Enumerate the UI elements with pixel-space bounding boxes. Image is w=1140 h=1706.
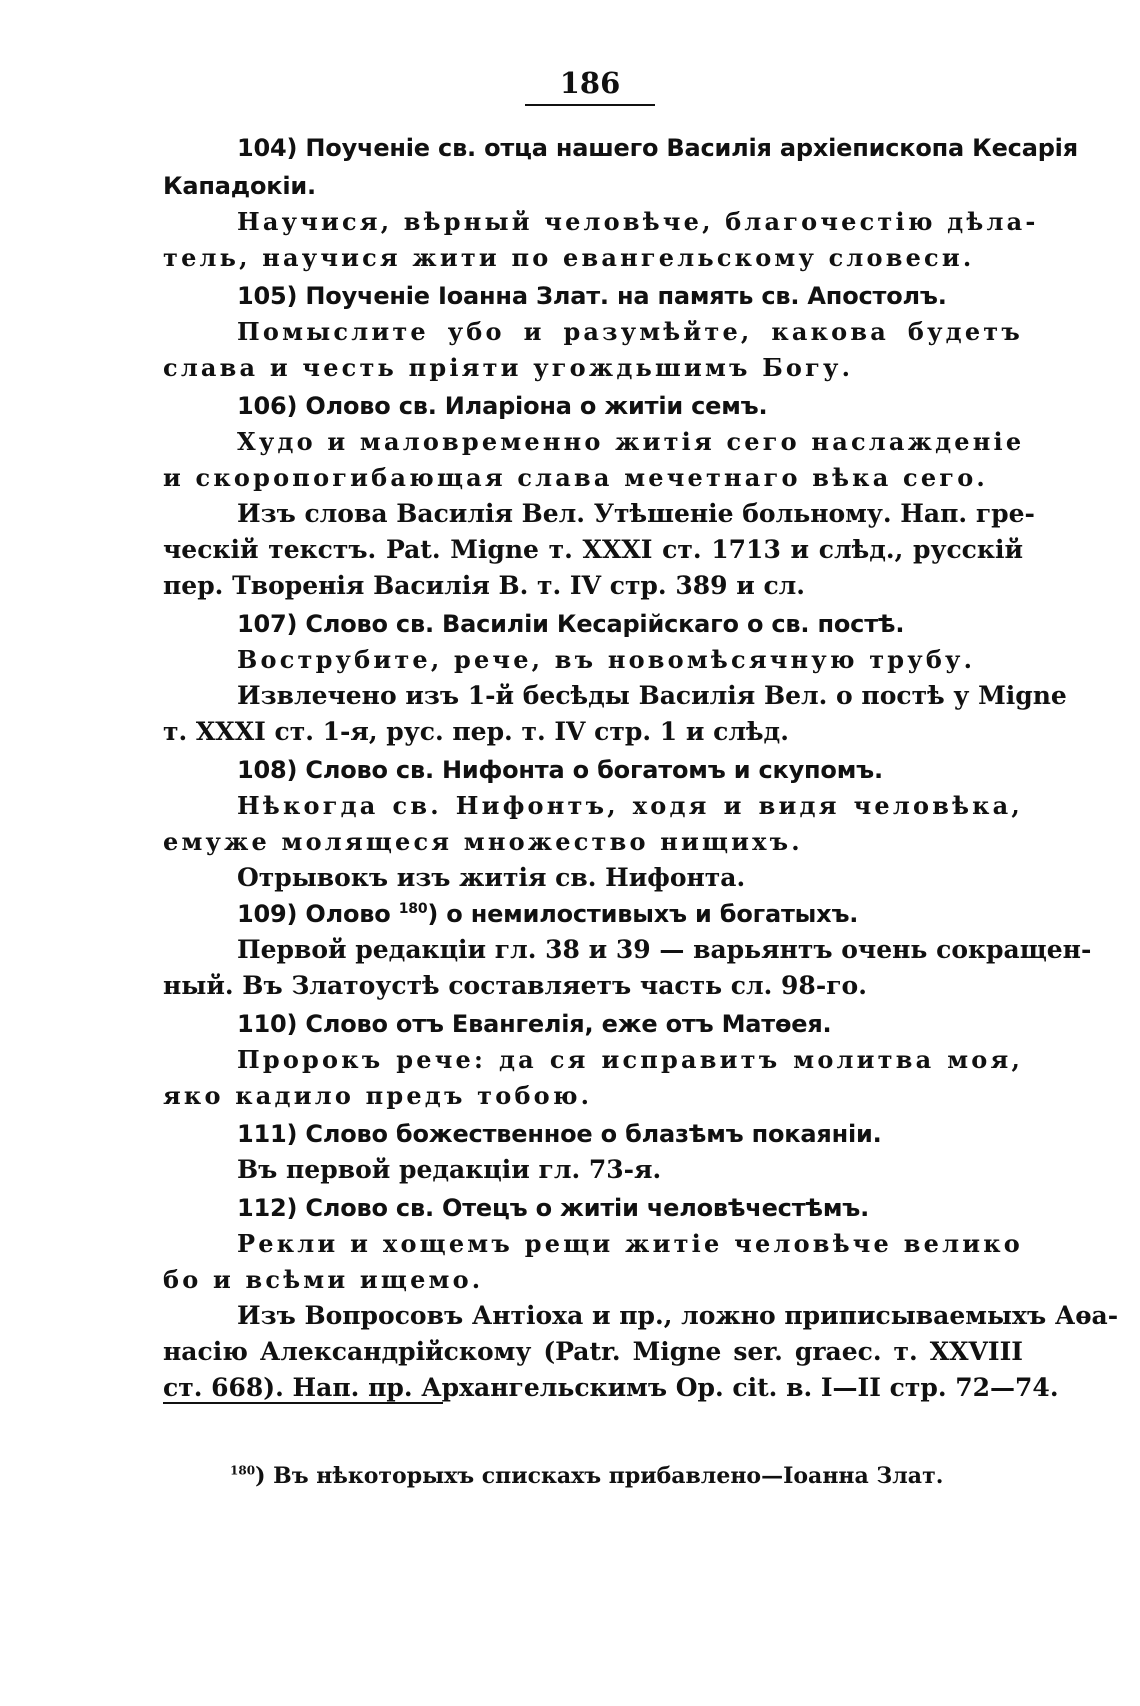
church-slavonic-incipit: Нѣкогда св. Нифонтъ, ходя и видя человѣка, bbox=[237, 791, 1023, 820]
text-block-upper bbox=[163, 130, 1078, 896]
commentary-line: ст. 668). Нап. пр. Архангельскимъ Op. cit. в. I—II стр. 72—74. bbox=[163, 1373, 1059, 1402]
commentary-line: Отрывокъ изъ житія св. Нифонта. bbox=[237, 863, 746, 892]
entry-heading: Кападокіи. bbox=[163, 172, 316, 200]
footnote-reference: 180 bbox=[398, 901, 428, 917]
commentary-line: Первой редакціи гл. 38 и 39 — варьянтъ очень сокращен- bbox=[237, 935, 1092, 964]
footnote-number: 180 bbox=[230, 1463, 256, 1478]
entry-heading-109 bbox=[163, 896, 1023, 932]
church-slavonic-incipit: Худо и маловременно житія сего наслажденіе bbox=[237, 427, 1025, 456]
church-slavonic-incipit: тель, научися жити по евангельскому словеси. bbox=[163, 243, 975, 272]
footnote-separator bbox=[163, 1402, 443, 1404]
entry-heading: 111) Слово божественное о блазѣмъ покаяніи. bbox=[237, 1120, 882, 1148]
entry-heading: 110) Слово отъ Евангелія, еже отъ Матѳея. bbox=[237, 1010, 832, 1038]
entry-109-suffix: ) о немилостивыхъ и богатыхъ. bbox=[427, 900, 859, 928]
entry-heading: 104) Поученіе св. отца нашего Василія архіепископа Кесарія bbox=[237, 134, 1078, 162]
footnote bbox=[230, 1463, 943, 1489]
church-slavonic-incipit: бо и всѣми ищемо. bbox=[163, 1265, 484, 1294]
commentary-line: пер. Творенія Василія В. т. IV стр. 389 и сл. bbox=[163, 571, 806, 600]
commentary-line: Изъ Вопросовъ Антіоха и пр., ложно приписываемыхъ Аѳа- bbox=[237, 1301, 1119, 1330]
entry-heading: 105) Поученіе Іоанна Злат. на память св. Апостолъ. bbox=[237, 282, 947, 310]
entry-heading: 112) Слово св. Отецъ о житіи человѣчестѣмъ. bbox=[237, 1194, 870, 1222]
church-slavonic-incipit: слава и честь пріяти угождьшимъ Богу. bbox=[163, 353, 854, 382]
church-slavonic-incipit: Пророкъ рече: да ся исправитъ молитва моя, bbox=[237, 1045, 1023, 1074]
commentary-line: ный. Въ Златоустѣ составляетъ часть сл. 98-го. bbox=[163, 971, 867, 1000]
entry-heading: 107) Слово св. Василіи Кесарійскаго о св. постѣ. bbox=[237, 610, 905, 638]
church-slavonic-incipit: Помыслите убо и разумѣйте, какова будетъ bbox=[237, 317, 1023, 346]
page-body bbox=[163, 128, 1119, 1406]
church-slavonic-incipit: яко кадило предъ тобою. bbox=[163, 1081, 593, 1110]
entry-heading: 108) Слово св. Нифонта о богатомъ и скупомъ. bbox=[237, 756, 883, 784]
church-slavonic-incipit: емуже молящеся множество нищихъ. bbox=[163, 827, 803, 856]
church-slavonic-incipit: и скоропогибающая слава мечетнаго вѣка сего. bbox=[163, 463, 988, 492]
commentary-line: насію Александрійскому (Patr. Migne ser. graec. т. XXVIII bbox=[163, 1337, 1023, 1366]
church-slavonic-incipit: Вострубите, рече, въ новомѣсячную трубу. bbox=[237, 645, 976, 674]
commentary-line: т. XXXI ст. 1-я, рус. пер. т. IV стр. 1 и слѣд. bbox=[163, 717, 789, 746]
entry-109-prefix: 109) Олово bbox=[237, 900, 391, 928]
entry-heading: 106) Олово св. Иларіона о житіи семъ. bbox=[237, 392, 768, 420]
commentary-line: ческій текстъ. Pat. Migne т. XXXI ст. 1713 и слѣд., русскій bbox=[163, 535, 1023, 564]
church-slavonic-incipit: Научися, вѣрный человѣче, благочестію дѣла- bbox=[237, 207, 1039, 236]
church-slavonic-incipit: Рекли и хощемъ рещи житіе человѣче велико bbox=[237, 1229, 1023, 1258]
page-number: 186 bbox=[559, 66, 621, 100]
commentary-line: Извлечено изъ 1-й бесѣды Василія Вел. о постѣ у Migne bbox=[237, 681, 1067, 710]
commentary-line: Въ первой редакціи гл. 73-я. bbox=[237, 1155, 662, 1184]
footnote-text: ) Въ нѣкоторыхъ спискахъ прибавлено—Іоанна Злат. bbox=[255, 1463, 944, 1489]
commentary-line: Изъ слова Василія Вел. Утѣшеніе больному. Нап. гре- bbox=[237, 499, 1035, 528]
text-block-lower bbox=[163, 932, 1119, 1406]
page-number-underline bbox=[525, 104, 655, 106]
